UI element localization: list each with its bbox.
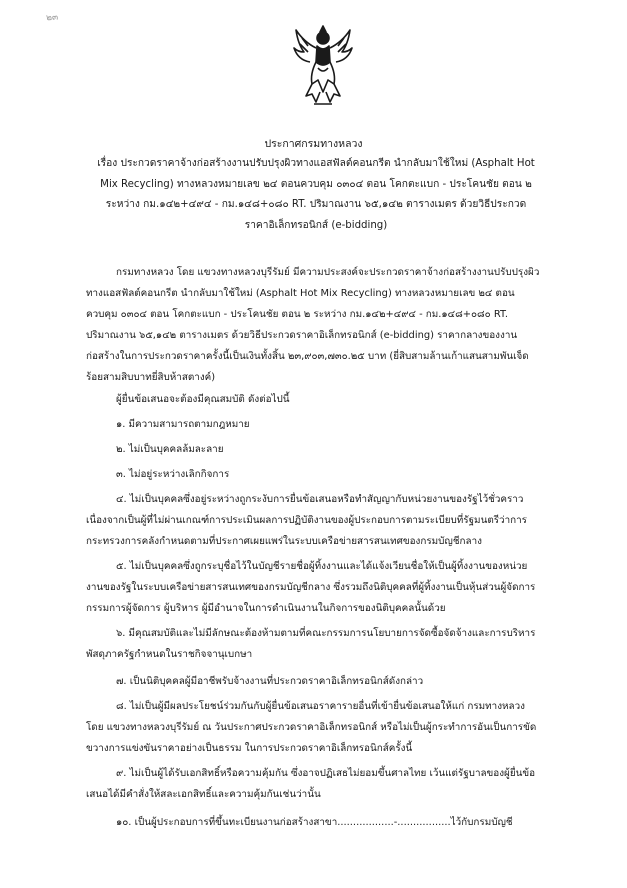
qualification-item: ๘. ไม่เป็นผู้มีผลประโยชน์ร่วมกันกับผู้ยื่นข้อเสนอราคารายอื่นที่เข้ายื่นข้อเสนอให้แก่ กรมทางหลวง โดย แขวงทางหลวงบุรีรัมย์ ณ วันประกาศประกวดราคาอิเล็กทรอนิกส์ หรือไม่เป็นผู้กระทำการอันเป็นการขัดขวางการแข่งขันราคาอย่างเป็นธรรม ในการประกวดราคาอิเล็กทรอนิกส์ครั้งนี้ <box>86 701 537 754</box>
qualification-item: ๖. มีคุณสมบัติและไม่มีลักษณะต้องห้ามตามที่คณะกรรมการนโยบายการจัดซื้อจัดจ้างและการบริหารพัสดุภาครัฐกำหนดในราชกิจจานุเบกษา <box>86 628 536 660</box>
announcement-title: ประกาศกรมทางหลวง <box>264 138 363 150</box>
intro-paragraph: กรมทางหลวง โดย แขวงทางหลวงบุรีรัมย์ มีความประสงค์จะประกวดราคาจ้างก่อสร้างงานปรับปรุงผิวทางแอสฟัลต์คอนกรีต นำกลับมาใช้ใหม่ (Asphalt Hot Mix Recycling) ทางหลวงหมายเลข ๒๔ ตอนควบคุม ๐๓๐๔ ตอน โคกตะแบก - ประโคนชัย ตอน ๒ ระหว่าง กม.๑๔๒+๔๙๔ - กม.๑๔๘+๐๘๐ RT. ปริมาณงาน ๖๕,๑๔๒ ตารางเมตร ด้วยวิธีประกวดราคาอิเล็กทรอนิกส์ (e-bidding) ราคากลางของงานก่อสร้างในการประกวดราคาครั้งนี้เป็นเงินทั้งสิ้น ๒๓,๙๐๓,๗๓๐.๒๕ บาท (ยี่สิบสามล้านเก้าแสนสามพันเจ็ดร้อยสามสิบบาทยี่สิบห้าสตางค์) <box>86 267 540 383</box>
qualification-item: ๓. ไม่อยู่ระหว่างเลิกกิจการ <box>116 469 230 480</box>
qualification-item: ๔. ไม่เป็นบุคคลซึ่งอยู่ระหว่างถูกระงับการยื่นข้อเสนอหรือทำสัญญากับหน่วยงานของรัฐไว้ชั่วคราว เนื่องจากเป็นผู้ที่ไม่ผ่านเกณฑ์การประเมินผลการปฏิบัติงานของผู้ประกอบการตามระเบียบที่รัฐมนตรีว่าการกระทรวงการคลังกำหนดตามที่ประกาศเผยแพร่ในระบบเครือข่ายสารสนเทศของกรมบัญชีกลาง <box>86 494 527 547</box>
qualifications-heading: ผู้ยื่นข้อเสนอจะต้องมีคุณสมบัติ ดังต่อไปนี้ <box>116 394 290 405</box>
garuda-emblem-icon <box>290 22 356 108</box>
qualification-item: ๑๐. เป็นผู้ประกอบการที่ขึ้นทะเบียนงานก่อสร้างสาขา..................-.................ไว้กับกรมบัญชี <box>116 817 513 828</box>
qualification-item: ๙. ไม่เป็นผู้ได้รับเอกสิทธิ์หรือความคุ้มกัน ซึ่งอาจปฏิเสธไม่ยอมขึ้นศาลไทย เว้นแต่รัฐบาลของผู้ยื่นข้อเสนอได้มีคำสั่งให้สละเอกสิทธิ์และความคุ้มกันเช่นว่านั้น <box>86 768 536 800</box>
announcement-subject: เรื่อง ประกวดราคาจ้างก่อสร้างงานปรับปรุงผิวทางแอสฟัลต์คอนกรีต นำกลับมาใช้ใหม่ (Asphalt Hot Mix Recycling) ทางหลวงหมายเลข ๒๔ ตอนควบคุม ๐๓๐๔ ตอน โคกตะแบก - ประโคนชัย ตอน ๒ ระหว่าง กม.๑๔๒+๔๙๔ - กม.๑๔๘+๐๘๐ RT. ปริมาณงาน ๖๕,๑๔๒ ตารางเมตร ด้วยวิธีประกวดราคาอิเล็กทรอนิกส์ (e-bidding) <box>97 158 535 231</box>
qualification-item: ๑. มีความสามารถตามกฎหมาย <box>116 419 250 430</box>
qualification-item: ๒. ไม่เป็นบุคคลล้มละลาย <box>116 444 224 455</box>
qualification-item: ๗. เป็นนิติบุคคลผู้มีอาชีพรับจ้างงานที่ประกวดราคาอิเล็กทรอนิกส์ดังกล่าว <box>116 676 424 687</box>
qualification-item: ๕. ไม่เป็นบุคคลซึ่งถูกระบุชื่อไว้ในบัญชีรายชื่อผู้ทิ้งงานและได้แจ้งเวียนชื่อให้เป็นผู้ทิ้งงานของหน่วยงานของรัฐในระบบเครือข่ายสารสนเทศของกรมบัญชีกลาง ซึ่งรวมถึงนิติบุคคลที่ผู้ทิ้งงานเป็นหุ้นส่วนผู้จัดการ กรรมการผู้จัดการ ผู้บริหาร ผู้มีอำนาจในการดำเนินงานในกิจการของนิติบุคคลนั้นด้วย <box>86 561 536 614</box>
page-number-mark: ๒๓ <box>45 12 59 24</box>
